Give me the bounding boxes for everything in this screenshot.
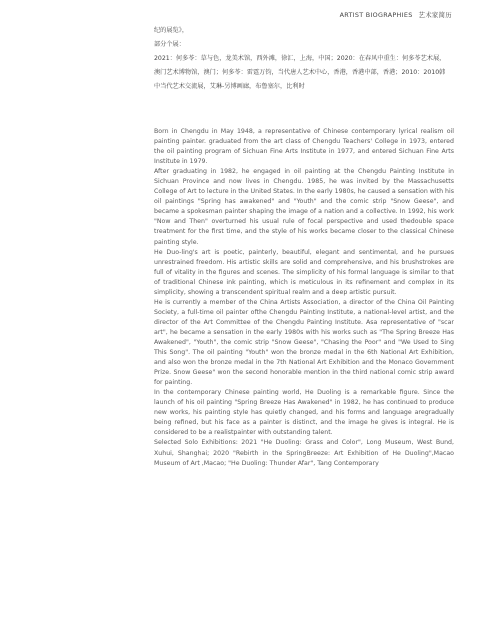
cn-line: 澳门艺术博物馆，澳门；何多苓：雷霆万钧，当代唐人艺术中心，香港，香港中部，香港；2010：2010韩 [154, 69, 446, 76]
bio-paragraph: He Duo-ling's art is poetic, painterly, beautiful, elegant and sentimental, and he pursues unrestrained freedom. His artistic skills are solid and comprehensive, and his brushstrokes are full of vitality in the figures and scenes. The simplicity of his formal language is similar to that of traditional Chinese ink painting, which is meticulous in its refinement and complex in its simplicity, showing a transcendent spiritual realm and a deep artistic pursuit. [154, 248, 454, 296]
header-cn: 艺术家简历 [418, 11, 452, 19]
bio-paragraph: Born in Chengdu in May 1948, a representative of Chinese contemporary lyrical realism oil painting painter. graduated from the art class of Chengdu Teachers' College in 1973, entered the oil painting program of Sichuan Fine Arts Institute in 1977, and entered Sichuan Fine Arts Institute in 1979. [154, 128, 454, 166]
cn-line: 部分个展： [154, 41, 185, 48]
cn-line: 纪的展览》， [154, 27, 189, 34]
chinese-text-block [154, 24, 454, 94]
cn-line: 中当代艺术交流展，艾琳-另博画廊，布鲁塞尔，比利时 [154, 83, 305, 90]
english-biography [154, 127, 454, 469]
bio-paragraph: He is currently a member of the China Artists Association, a director of the China Oil Painting Society, a full-time oil painter ofthe Chengdu Painting Institute, a national-level artist, and the director of the Art Committee of the Chengdu Painting Institute. Asa representative of "scar art", he became a sensation in the early 1980s with his works such as "The Spring Breeze Has Awakened", "Youth", the comic strip "Snow Geese", "Chasing the Poor" and "We Used to Sing This Song". The oil painting "Youth" won the bronze medal in the 6th National Art Exhibition, and also won the bronze medal in the 7th National Art Exhibition and the Monaco Government Prize. Snow Geese" won the second honorable mention in the third national comic strip award for painting. [154, 298, 454, 387]
bio-paragraph: In the contemporary Chinese painting world, He Duoling is a remarkable figure. Since the launch of his oil painting "Spring Breeze Has Awakened" in 1982, he has continued to produce new works, his painting style has quietly changed, and his forms and language aregradually being refined, but his face as a painter is distinct, and the image he gives is integral. He is considered to be a realistpainter with outstanding talent. [154, 389, 454, 437]
bio-paragraph: Selected Solo Exhibitions: 2021 "He Duoling: Grass and Color", Long Museum, West Bund, Xuhui, Shanghai; 2020 "Rebirth in the SpringBreeze: Art Exhibition of He Duoling",Macao Museum of Art ,Macao; "He Duoling: Thunder Afar", Tang Contemporary [154, 439, 454, 467]
bio-paragraph: After graduating in 1982, he engaged in oil painting at the Chengdu Painting Institute in Sichuan Province and now lives in Chengdu. 1985, he was invited by the Massachusetts College of Art to lecture in the United States. In the early 1980s, he caused a sensation with his oil paintings "Spring has awakened" and "Youth" and the comic strip "Snow Geese", and became a spokesman painter shaping the image of a nation and a collective. In 1992, his work "Now and Then" overturned his usual rule of focal perspective and used thedouble space treatment for the first time, and the style of his works became closer to the classical Chinese painting style. [154, 168, 454, 246]
cn-line: 2021：何多苓：草与色，龙美术馆，西外滩，徐汇，上海，中国；2020：在春风中重生：何多苓艺术展， [154, 55, 446, 62]
page-header [340, 10, 452, 19]
header-en: ARTIST BIOGRAPHIES [339, 11, 413, 19]
